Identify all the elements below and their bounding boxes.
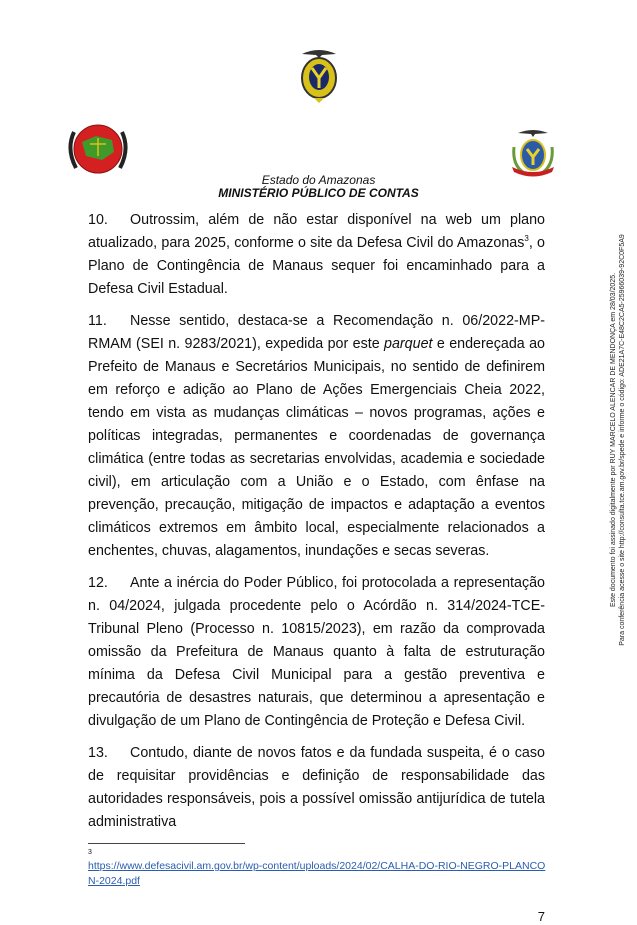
- signature-line-2: Para conferência acesse o site http://consulta.tce.am.gov.br/spede e informe o código: ADE21A7C-E48C2CA5-25966039-92C0F5A9: [619, 234, 626, 646]
- footnote-link[interactable]: https://www.defesacivil.am.gov.br/wp-content/uploads/2024/02/CALHA-DO-RIO-NEGRO-PLANCON-2024.pdf: [88, 860, 546, 887]
- page-number: 7: [537, 909, 545, 924]
- footnote-separator: [88, 843, 245, 844]
- paragraph-10: [88, 209, 545, 301]
- paragraph-11: [88, 310, 545, 563]
- signature-line-1: Este documento foi assinado digitalmente por RUY MARCELO ALENCAR DE MENDONÇA em 28/03/2025.: [610, 272, 617, 608]
- mpc-seal-logo: [66, 122, 130, 176]
- italic-term: parquet: [384, 336, 433, 352]
- paragraph-number: 12.: [88, 575, 108, 591]
- document-body: [88, 209, 545, 834]
- paragraph-text: , o Plano de Contingência de Manaus sequer foi encaminhado para a Defesa Civil Estadual.: [88, 235, 545, 297]
- paragraph-text: Contudo, diante de novos fatos e da fundada suspeita, é o caso de requisitar providências e definição de responsabilidade das autoridades responsáveis, pois a possível omissão antijurídica de tutela administrativa: [88, 745, 545, 830]
- state-name: Estado do Amazonas: [261, 173, 376, 187]
- footnote-mark: 3: [88, 849, 92, 856]
- paragraph-text: Nesse sentido, destaca-se a Recomendação n. 06/2022-MP-RMAM (SEI n. 9283/2021), expedida por este: [88, 313, 545, 352]
- state-coat-of-arms-logo: [508, 127, 558, 181]
- page-content: [88, 209, 545, 925]
- paragraph-number: 10.: [88, 212, 108, 228]
- paragraph-text: Outrossim, além de não estar disponível na web um plano atualizado, para 2025, conforme o site da Defesa Civil do Amazonas: [88, 212, 545, 251]
- office-name: MINISTÉRIO PÚBLICO DE CONTAS: [218, 186, 419, 200]
- digital-signature-stamp: [609, 234, 627, 646]
- document-header: [0, 174, 637, 200]
- paragraph-12: [88, 572, 545, 733]
- paragraph-text: e endereçada ao Prefeito de Manaus e Secretários Municipais, no sentido de definirem em reforço e adição ao Plano de Ações Emergenciais Cheia 2022, tendo em vista as mudanças climáticas – novos programas, ações e políticas integradas, permanentes e coordenadas de governança climática (entre todas as secretarias envolvidas, academia e sociedade civil), em articulação com a União e o Estado, com ênfase na prevenção, precaução, mitigação de impactos e adaptação a eventos climáticos extremos em âmbito local, especialmente relacionados a enchentes, chuvas, alagamentos, inundações e secas severas.: [88, 336, 545, 559]
- paragraph-13: [88, 742, 545, 834]
- paragraph-text: Ante a inércia do Poder Público, foi protocolada a representação n. 04/2024, julgada procedente pelo o Acórdão n. 314/2024-TCE-Tribunal Pleno (Processo n. 10815/2023), em razão da comprovada omissão da Prefeitura de Manaus quanto à falta de estruturação mínima da Defesa Civil Municipal para a gestão preventiva e precautória de desastres naturais, que determinou a apresentação e divulgação de um Plano de Contingência de Proteção e Defesa Civil.: [88, 575, 545, 729]
- paragraph-number: 13.: [88, 745, 108, 761]
- amazonas-coat-of-arms-logo: [298, 46, 340, 104]
- footnote-reference[interactable]: 3: [524, 234, 529, 244]
- paragraph-number: 11.: [88, 313, 107, 329]
